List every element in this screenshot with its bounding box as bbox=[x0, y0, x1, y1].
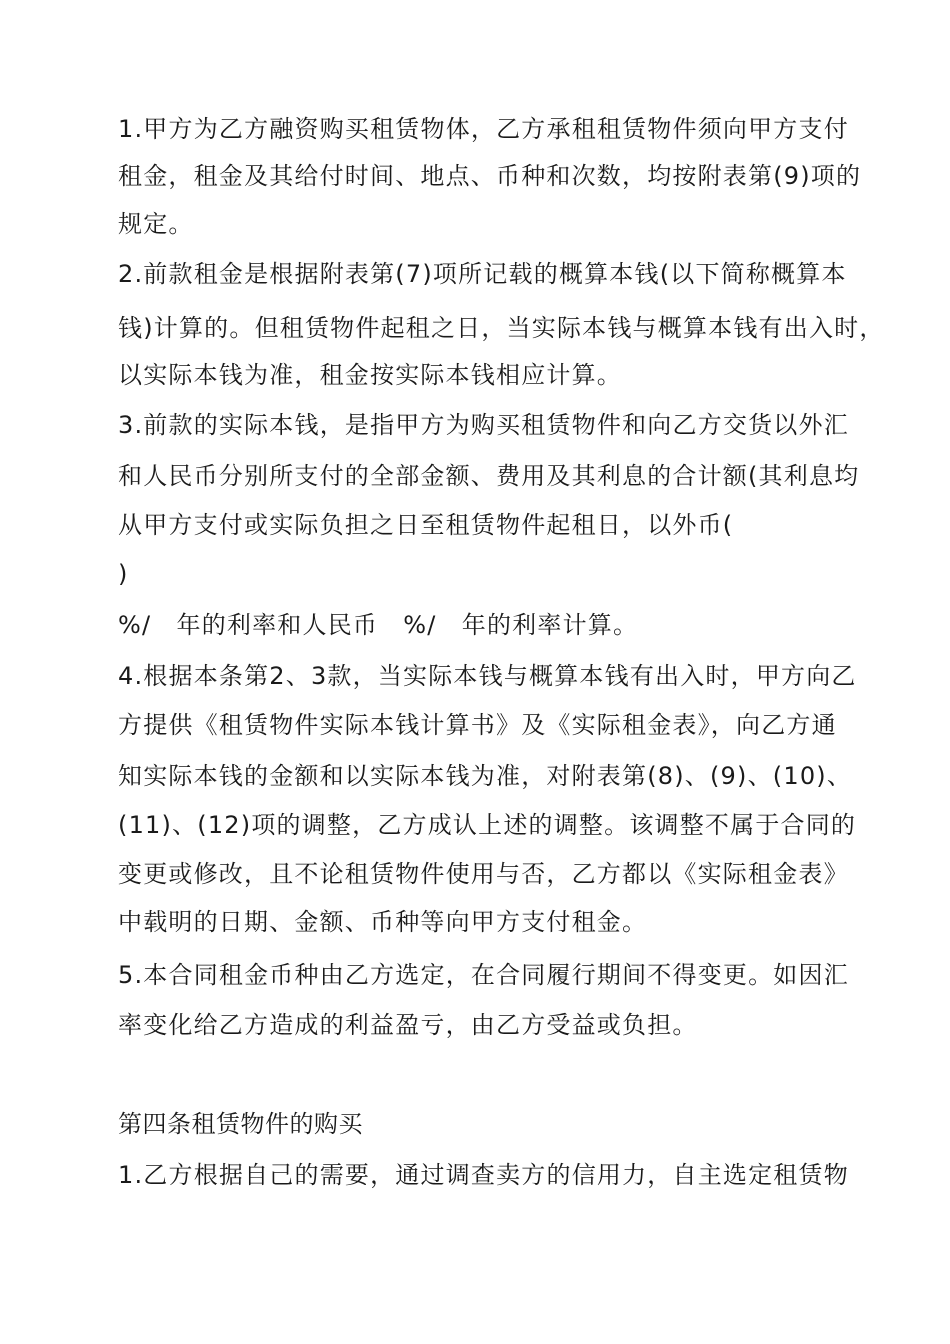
text-line: 规定。 bbox=[118, 210, 194, 238]
text-line: 中载明的日期、金额、币种等向甲方支付租金。 bbox=[118, 908, 648, 936]
text-line: 钱)计算的。但租赁物件起租之日，当实际本钱与概算本钱有出入时， bbox=[118, 314, 885, 342]
text-line: (11)、(12)项的调整，乙方成认上述的调整。该调整不属于合同的 bbox=[118, 811, 857, 839]
text-line: ) bbox=[118, 560, 129, 588]
text-line: 2.前款租金是根据附表第(7)项所记载的概算本钱(以下简称概算本 bbox=[118, 260, 847, 288]
text-line: 以实际本钱为准，租金按实际本钱相应计算。 bbox=[118, 361, 622, 389]
section-heading: 第四条租赁物件的购买 bbox=[118, 1110, 363, 1138]
text-line: 1.甲方为乙方融资购买租赁物体，乙方承租租赁物件须向甲方支付 bbox=[118, 115, 849, 143]
text-line: 5.本合同租金币种由乙方选定，在合同履行期间不得变更。如因汇 bbox=[118, 961, 849, 989]
text-line: 租金，租金及其给付时间、地点、币种和次数，均按附表第(9)项的 bbox=[118, 162, 862, 190]
text-line: 率变化给乙方造成的利益盈亏，由乙方受益或负担。 bbox=[118, 1011, 698, 1039]
text-line: 3.前款的实际本钱，是指甲方为购买租赁物件和向乙方交货以外汇 bbox=[118, 411, 849, 439]
text-line: 4.根据本条第2、3款，当实际本钱与概算本钱有出入时，甲方向乙 bbox=[118, 662, 857, 690]
text-line: 和人民币分别所支付的全部金额、费用及其利息的合计额(其利息均 bbox=[118, 462, 860, 490]
text-line: 变更或修改，且不论租赁物件使用与否，乙方都以《实际租金表》 bbox=[118, 860, 849, 888]
text-line: 1.乙方根据自己的需要，通过调查卖方的信用力，自主选定租赁物 bbox=[118, 1161, 849, 1189]
text-line: %/ 年的利率和人民币 %/ 年的利率计算。 bbox=[118, 611, 639, 639]
text-line: 方提供《租赁物件实际本钱计算书》及《实际租金表》，向乙方通 bbox=[118, 711, 837, 739]
text-line: 知实际本钱的金额和以实际本钱为准，对附表第(8)、(9)、(10)、 bbox=[118, 762, 853, 790]
text-line: 从甲方支付或实际负担之日至租赁物件起租日，以外币( bbox=[118, 511, 734, 539]
